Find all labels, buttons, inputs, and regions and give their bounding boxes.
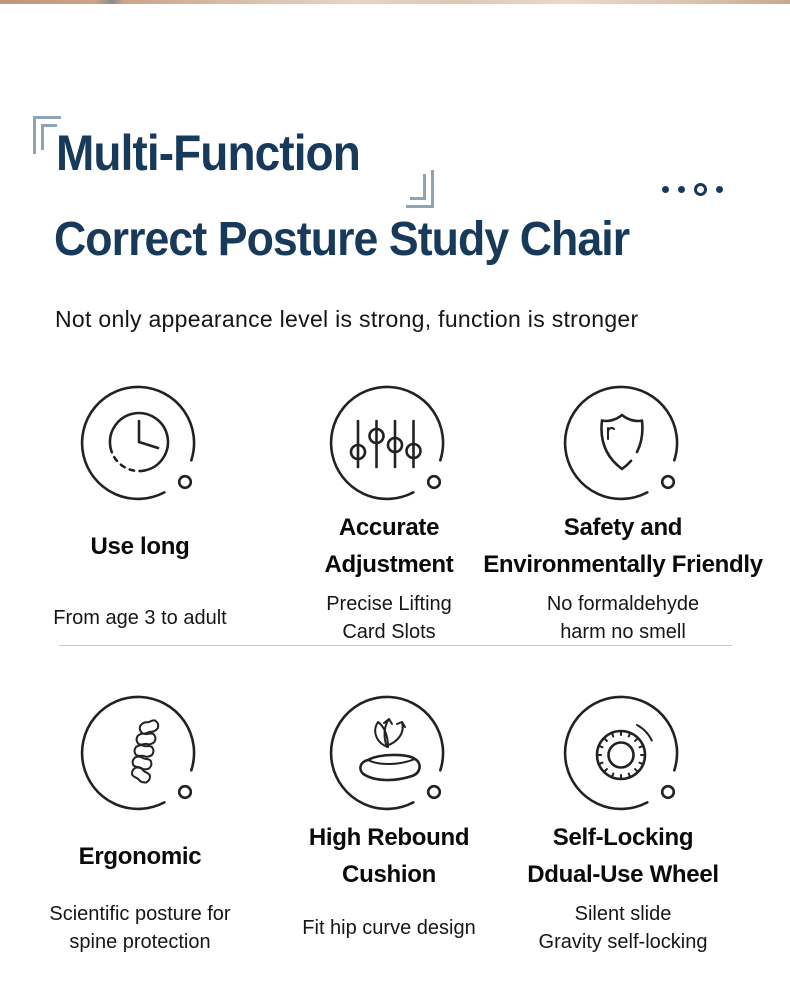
- feature-description: Silent slide Gravity self-locking: [538, 903, 708, 953]
- feature-self-locking-wheel: [458, 695, 788, 958]
- close-corner-bracket: [406, 170, 434, 208]
- ring-dot-icon: [694, 183, 707, 196]
- feature-description: Scientific posture for spine protection: [49, 903, 231, 953]
- feature-description: No formaldehyde harm no smell: [546, 593, 700, 643]
- feature-title: High Rebound Cushion: [308, 824, 470, 888]
- feature-title: Self-Locking Ddual-Use Wheel: [527, 824, 719, 888]
- feature-title: Accurate Adjustment: [324, 514, 454, 578]
- top-accent-strip: [0, 0, 790, 4]
- feature-safety: [458, 385, 788, 648]
- tagline: Not only appearance level is strong, function is stronger: [55, 306, 639, 332]
- sliders-icon: [324, 385, 454, 507]
- dots-decoration: [662, 182, 723, 196]
- page-subtitle: Correct Posture Study Chair: [54, 213, 630, 266]
- dot-icon: [678, 186, 685, 193]
- shield-icon: [558, 385, 688, 507]
- feature-title: Use long: [90, 532, 190, 560]
- feature-title: Ergonomic: [78, 842, 202, 870]
- section-divider: [59, 645, 732, 646]
- feature-title: Safety and Environmentally Friendly: [483, 514, 763, 578]
- wheel-icon: [558, 695, 688, 817]
- feature-description: Fit hip curve design: [302, 917, 476, 939]
- feature-description: Precise Lifting Card Slots: [326, 593, 452, 643]
- feature-description: From age 3 to adult: [53, 607, 227, 629]
- page-title: Multi-Function: [56, 125, 360, 181]
- spine-icon: [75, 695, 205, 817]
- dot-icon: [716, 186, 723, 193]
- clock-icon: [75, 385, 205, 507]
- dot-icon: [662, 186, 669, 193]
- cushion-icon: [324, 695, 454, 817]
